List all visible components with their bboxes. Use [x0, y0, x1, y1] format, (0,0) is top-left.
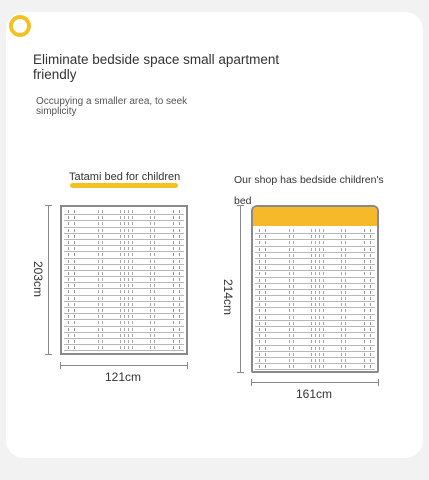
slat-mark	[319, 254, 324, 257]
slat-mark	[341, 316, 346, 319]
slat-mark	[150, 290, 155, 293]
slat-mark	[289, 365, 294, 368]
subheadline: Occupying a smaller area, to seek simplicity	[36, 96, 188, 117]
right-height-dimension-line	[240, 205, 241, 373]
slat-mark	[289, 359, 294, 362]
slat-mark	[98, 216, 103, 219]
slat-mark	[319, 347, 324, 350]
bed-slats	[255, 228, 375, 369]
slat-mark	[319, 260, 324, 263]
slat-mark	[341, 272, 346, 275]
slat-mark	[341, 297, 346, 300]
slat-mark	[150, 260, 155, 263]
slat-mark	[150, 272, 155, 275]
slat-mark	[128, 340, 133, 343]
slat-mark	[128, 247, 133, 250]
slat-mark	[319, 297, 324, 300]
slat-mark	[98, 235, 103, 238]
slat-mark	[150, 266, 155, 269]
slat-mark	[128, 222, 133, 225]
slat-mark	[98, 328, 103, 331]
slat-mark	[98, 272, 103, 275]
slat-mark	[341, 334, 346, 337]
slat-mark	[150, 340, 155, 343]
slat-mark	[98, 346, 103, 349]
right-width-dimension-line	[251, 382, 379, 383]
slat-mark	[128, 216, 133, 219]
slat-mark	[289, 328, 294, 331]
slat-mark	[128, 235, 133, 238]
slat-mark	[150, 303, 155, 306]
slat-mark	[128, 241, 133, 244]
slat-mark	[319, 359, 324, 362]
slat-mark	[128, 321, 133, 324]
slat-mark	[150, 346, 155, 349]
slat-mark	[341, 340, 346, 343]
slat-mark	[341, 248, 346, 251]
slat-mark	[341, 303, 346, 306]
slat-mark	[341, 254, 346, 257]
slat-mark	[98, 321, 103, 324]
slat-mark	[341, 347, 346, 350]
slat-mark	[289, 353, 294, 356]
slat-mark	[289, 303, 294, 306]
headline: Eliminate bedside space small apartment friendly	[33, 52, 280, 82]
bedside-bed-diagram	[251, 205, 379, 373]
slat-mark	[319, 353, 324, 356]
slat-mark	[128, 297, 133, 300]
slat-mark	[319, 248, 324, 251]
slat-mark	[128, 229, 133, 232]
slat-mark	[150, 235, 155, 238]
slat-mark	[289, 347, 294, 350]
slat-mark	[341, 328, 346, 331]
slat-mark	[128, 278, 133, 281]
slat-mark	[98, 229, 103, 232]
slat-mark	[341, 353, 346, 356]
slat-mark	[341, 365, 346, 368]
slat-mark	[98, 266, 103, 269]
slat-mark	[341, 279, 346, 282]
slat-mark	[289, 266, 294, 269]
slat-mark	[150, 222, 155, 225]
slat-mark	[98, 260, 103, 263]
slat-mark	[289, 316, 294, 319]
slat-mark	[98, 303, 103, 306]
slat-mark	[289, 322, 294, 325]
left-width-label: 121cm	[105, 370, 142, 384]
slat-mark	[319, 291, 324, 294]
slat-mark	[150, 321, 155, 324]
slat-mark	[341, 229, 346, 232]
slat-mark	[98, 309, 103, 312]
left-width-dimension-line	[60, 365, 188, 366]
slat-mark	[150, 284, 155, 287]
bed-slats	[64, 209, 184, 351]
left-height-dimension-line	[48, 205, 49, 355]
slat-mark	[341, 266, 346, 269]
slat-mark	[319, 266, 324, 269]
slat-mark	[341, 235, 346, 238]
slat-mark	[289, 254, 294, 257]
slat-mark	[128, 328, 133, 331]
slat-mark	[150, 229, 155, 232]
slat-mark	[128, 284, 133, 287]
right-width-label: 161cm	[296, 387, 333, 401]
left-height-label: 203cm	[31, 260, 46, 298]
right-height-label: 214cm	[221, 278, 236, 316]
slat-mark	[319, 322, 324, 325]
slat-mark	[150, 210, 155, 213]
slat-mark	[150, 315, 155, 318]
slat-mark	[150, 216, 155, 219]
slat-mark	[341, 285, 346, 288]
slat-mark	[319, 241, 324, 244]
slat-mark	[98, 253, 103, 256]
slat-mark	[128, 272, 133, 275]
slat-mark	[98, 278, 103, 281]
slat-mark	[98, 290, 103, 293]
slat-mark	[98, 241, 103, 244]
slat-mark	[128, 303, 133, 306]
slat-mark	[128, 253, 133, 256]
slat-mark	[341, 309, 346, 312]
slat-mark	[150, 253, 155, 256]
slat-mark	[128, 210, 133, 213]
slat-mark	[289, 229, 294, 232]
slat-mark	[289, 291, 294, 294]
slat-mark	[289, 334, 294, 337]
slat-mark	[128, 290, 133, 293]
right-bed-label: Our shop has bedside children's bed	[234, 174, 384, 207]
slat-mark	[319, 279, 324, 282]
slat-mark	[98, 210, 103, 213]
slat-mark	[341, 322, 346, 325]
left-bed-label: Tatami bed for children	[69, 171, 181, 183]
slat-mark	[98, 334, 103, 337]
slat-mark	[150, 328, 155, 331]
slat-mark	[289, 297, 294, 300]
slat-mark	[128, 266, 133, 269]
slat-mark	[98, 315, 103, 318]
slat-mark	[319, 272, 324, 275]
slat-mark	[289, 272, 294, 275]
slat-mark	[319, 365, 324, 368]
slat-mark	[319, 235, 324, 238]
slat-mark	[98, 222, 103, 225]
bed-headboard	[253, 207, 377, 226]
slat-mark	[289, 279, 294, 282]
slat-mark	[98, 284, 103, 287]
slat-mark	[319, 303, 324, 306]
slat-mark	[341, 260, 346, 263]
slat-mark	[128, 315, 133, 318]
bed-slat	[255, 364, 375, 370]
slat-mark	[150, 297, 155, 300]
slat-mark	[150, 241, 155, 244]
slat-mark	[128, 309, 133, 312]
bed-slat	[64, 345, 184, 351]
slat-mark	[319, 328, 324, 331]
slat-mark	[319, 229, 324, 232]
slat-mark	[128, 346, 133, 349]
slat-mark	[289, 340, 294, 343]
slat-mark	[98, 340, 103, 343]
slat-mark	[150, 278, 155, 281]
slat-mark	[150, 309, 155, 312]
slat-mark	[341, 241, 346, 244]
slat-mark	[341, 291, 346, 294]
slat-mark	[341, 359, 346, 362]
slat-mark	[289, 235, 294, 238]
slat-mark	[150, 247, 155, 250]
slat-mark	[289, 241, 294, 244]
slat-mark	[289, 285, 294, 288]
slat-mark	[289, 248, 294, 251]
slat-mark	[319, 340, 324, 343]
ring-icon	[9, 15, 31, 37]
slat-mark	[128, 260, 133, 263]
slat-mark	[289, 260, 294, 263]
slat-mark	[150, 334, 155, 337]
slat-mark	[289, 309, 294, 312]
slat-mark	[319, 316, 324, 319]
slat-mark	[319, 285, 324, 288]
slat-mark	[98, 247, 103, 250]
slat-mark	[98, 297, 103, 300]
slat-mark	[128, 334, 133, 337]
left-label-highlight	[70, 183, 178, 188]
slat-mark	[319, 334, 324, 337]
tatami-bed-diagram	[60, 205, 188, 355]
slat-mark	[319, 309, 324, 312]
